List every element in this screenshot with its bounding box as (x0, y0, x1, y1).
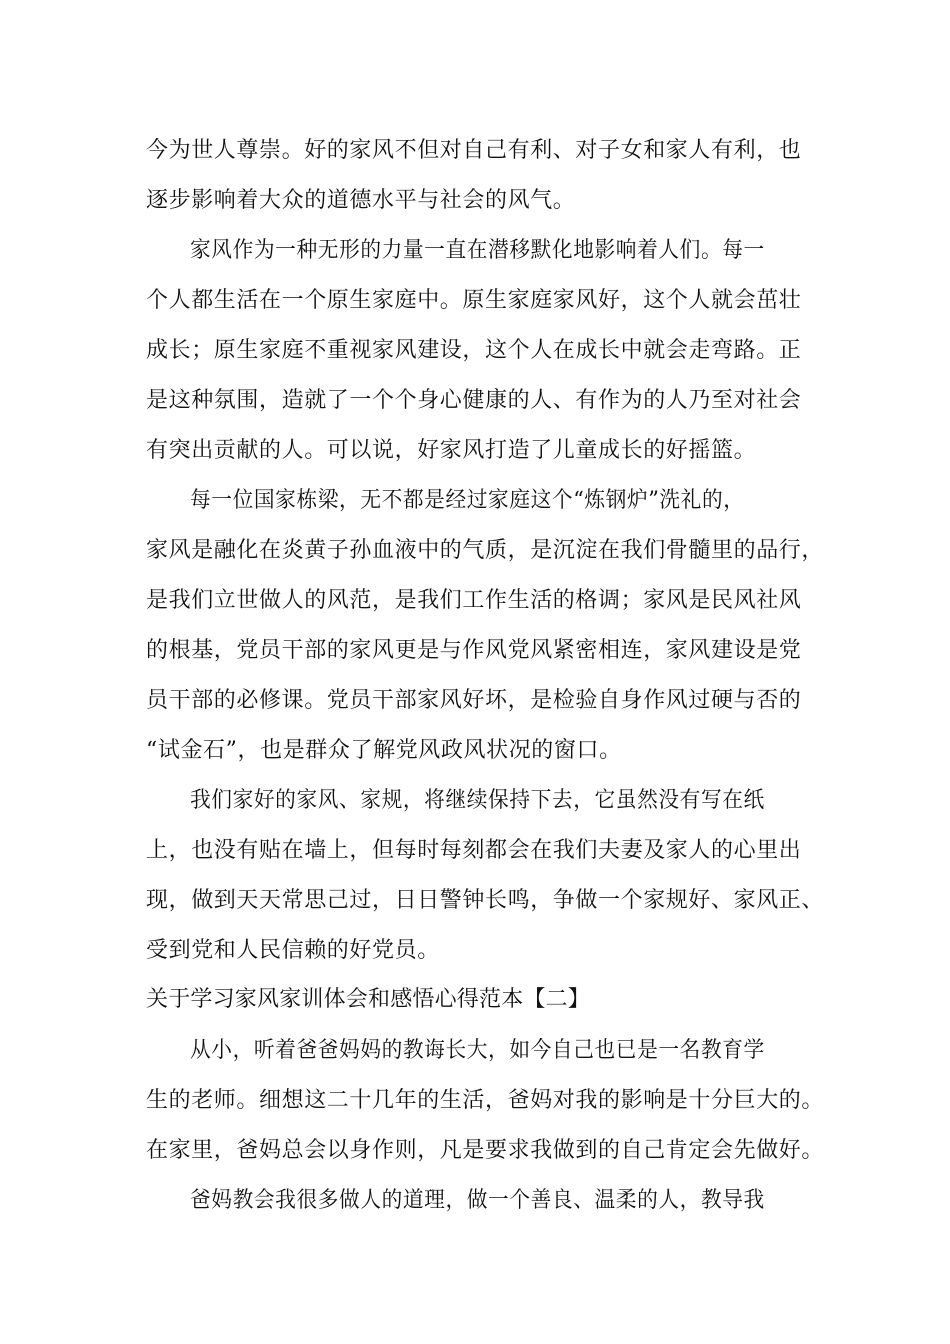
section-heading: 关于学习家风家训体会和感悟心得范本【二】 (146, 987, 591, 1012)
body-text-line: 个人都生活在一个原生家庭中。原生家庭家风好，这个人就会茁壮 (146, 288, 802, 313)
body-text-line: 受到党和人民信赖的好党员。 (146, 938, 440, 963)
body-text-line: 成长；原生家庭不重视家风建设，这个人在成长中就会走弯路。正 (146, 338, 802, 363)
body-text-line: 今为世人尊崇。好的家风不但对自己有利、对子女和家人有利，也 (146, 138, 802, 163)
body-text-line: 现，做到天天常思己过，日日警钟长鸣，争做一个家规好、家风正、 (146, 888, 825, 913)
body-text-line: 员干部的必修课。党员干部家风好坏，是检验自身作风过硬与否的 (146, 688, 802, 713)
body-text-line: 生的老师。细想这二十几年的生活，爸妈对我的影响是十分巨大的。 (146, 1088, 825, 1113)
body-text-line: 每一位国家栋梁，无不都是经过家庭这个“炼钢炉”洗礼的， (190, 488, 745, 513)
body-text-line: 有突出贡献的人。可以说，好家风打造了儿童成长的好摇篮。 (146, 438, 757, 463)
body-text-line: 爸妈教会我很多做人的道理，做一个善良、温柔的人，教导我 (190, 1188, 765, 1213)
body-text-line: 从小，听着爸爸妈妈的教诲长大，如今自己也已是一名教育学 (190, 1038, 765, 1063)
body-text-line: 是这种氛围，造就了一个个身心健康的人、有作为的人乃至对社会 (146, 388, 802, 413)
body-text-line: 是我们立世做人的风范，是我们工作生活的格调；家风是民风社风 (146, 588, 802, 613)
body-text-line: 的根基，党员干部的家风更是与作风党风紧密相连，家风建设是党 (146, 638, 802, 663)
body-text-line: 在家里，爸妈总会以身作则，凡是要求我做到的自己肯定会先做好。 (146, 1138, 825, 1163)
body-text-line: 逐步影响着大众的道德水平与社会的风气。 (146, 188, 576, 213)
body-text-line: 我们家好的家风、家规，将继续保持下去，它虽然没有写在纸 (190, 788, 765, 813)
body-text-line: 家风作为一种无形的力量一直在潜移默化地影响着人们。每一 (190, 238, 765, 263)
body-text-line: 家风是融化在炎黄子孙血液中的气质，是沉淀在我们骨髓里的品行， (146, 538, 825, 563)
body-text-line: “试金石”，也是群众了解党风政风状况的窗口。 (146, 738, 622, 763)
body-text-line: 上，也没有贴在墙上，但每时每刻都会在我们夫妻及家人的心里出 (146, 838, 802, 863)
